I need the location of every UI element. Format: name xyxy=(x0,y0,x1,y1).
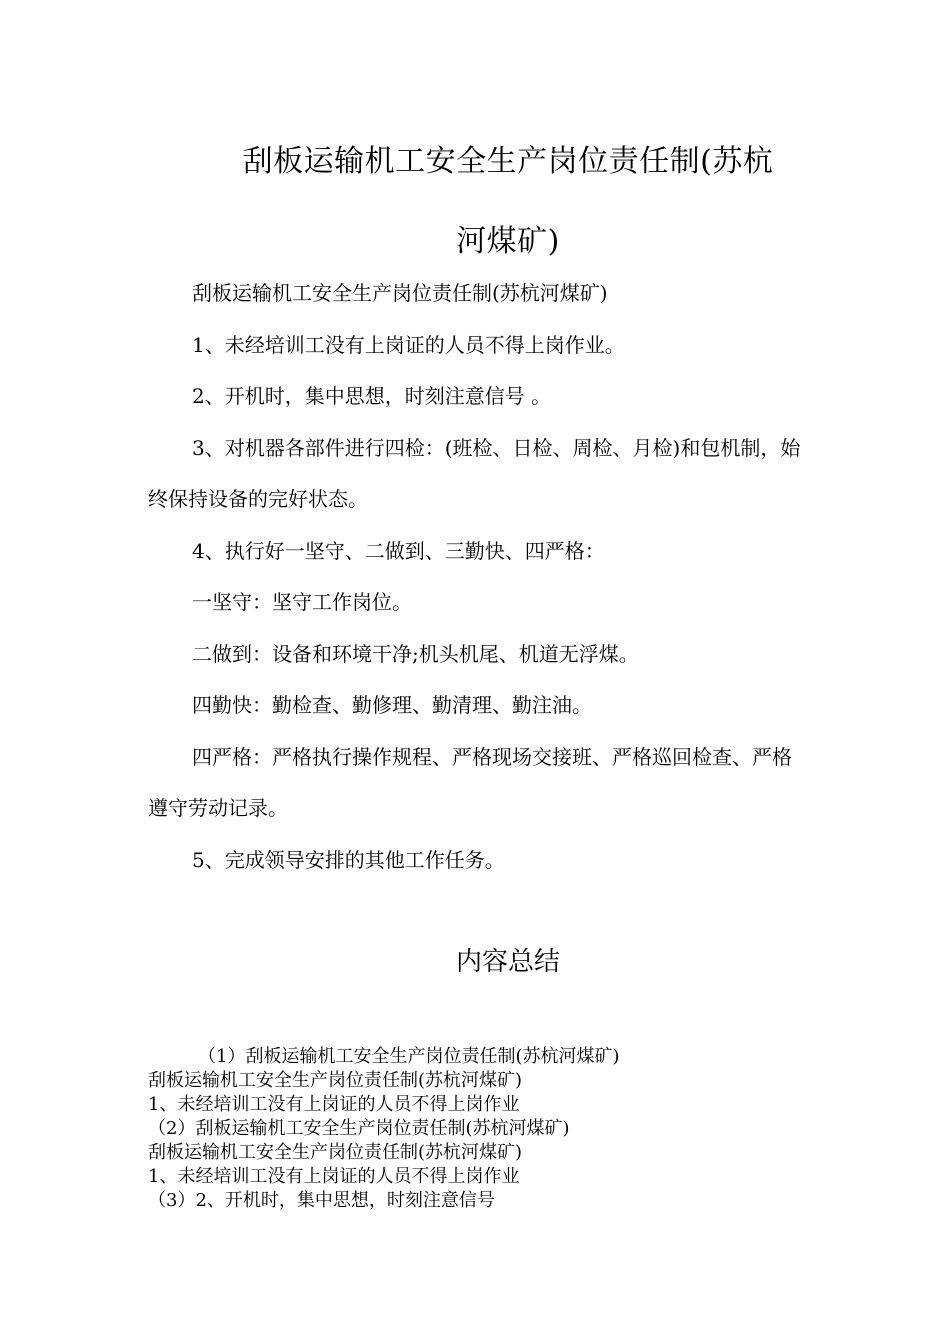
summary-line: 1、未经培训工没有上岗证的人员不得上岗作业 xyxy=(148,1094,520,1115)
paragraph-rule-2: 2、开机时，集中思想，时刻注意信号 。 xyxy=(192,384,552,408)
paragraph-rule-5: 5、完成领导安排的其他工作任务。 xyxy=(192,847,505,872)
summary-heading: 内容总结 xyxy=(455,947,560,977)
title-line-2: 河煤矿) xyxy=(456,224,560,259)
document-title xyxy=(148,122,868,282)
summary-line: （2）刮板运输机工安全生产岗位责任制(苏杭河煤矿) xyxy=(148,1118,570,1139)
title-line-1: 刮板运输机工安全生产岗位责任制(苏杭 xyxy=(242,144,774,179)
summary-block xyxy=(148,1045,808,1213)
summary-line: （1）刮板运输机工安全生产岗位责任制(苏杭河煤矿) xyxy=(198,1046,620,1067)
paragraph-rule-1: 1、未经培训工没有上岗证的人员不得上岗作业。 xyxy=(192,332,625,357)
paragraph-rule-3: 3、对机器各部件进行四检：(班检、日检、周检、月检)和包机制，始终保持设备的完好状态。 xyxy=(148,435,801,511)
paragraph-rule-4: 4、执行好一坚守、二做到、三勤快、四严格： xyxy=(192,538,605,563)
paragraph-rule-4b: 二做到：设备和环境干净;机头机尾、机道无浮煤。 xyxy=(192,641,639,666)
paragraph-rule-4d: 四严格：严格执行操作规程、严格现场交接班、严格巡回检查、严格遵守劳动记录。 xyxy=(148,744,792,820)
document-body xyxy=(148,268,808,886)
paragraph-rule-4a: 一坚守：坚守工作岗位。 xyxy=(192,590,412,614)
summary-line: 刮板运输机工安全生产岗位责任制(苏杭河煤矿) xyxy=(148,1070,523,1091)
summary-line: 刮板运输机工安全生产岗位责任制(苏杭河煤矿) xyxy=(148,1142,523,1163)
paragraph-rule-4c: 四勤快：勤检查、勤修理、勤清理、勤注油。 xyxy=(192,693,592,717)
summary-line: （3）2、开机时，集中思想，时刻注意信号 xyxy=(148,1190,495,1211)
paragraph-heading: 刮板运输机工安全生产岗位责任制(苏杭河煤矿) xyxy=(192,281,608,305)
summary-line: 1、未经培训工没有上岗证的人员不得上岗作业 xyxy=(148,1166,520,1187)
